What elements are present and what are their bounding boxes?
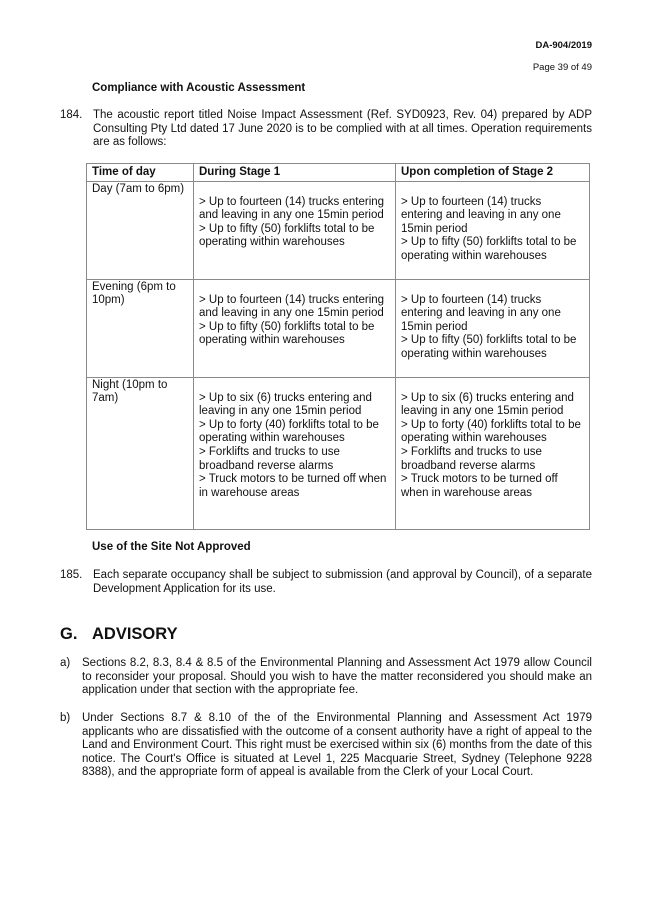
requirement-line: > Up to fourteen (14) trucks entering and leaving in any one 15min period [401,293,561,333]
advisory-label: a) [60,657,71,669]
requirement-line: > Up to six (6) trucks entering and leaving in any one 15min period [199,391,372,418]
requirement-line: > Up to six (6) trucks entering and leaving in any one 15min period [401,391,574,418]
time-of-day-cell: Evening (6pm to 10pm) [87,279,194,377]
column-header: During Stage 1 [194,164,396,182]
requirement-line: > Truck motors to be turned off when in warehouse areas [401,473,558,499]
advisory-label: b) [60,712,71,724]
time-of-day-cell: Day (7am to 6pm) [87,181,194,279]
stage-1-cell [194,181,396,279]
requirement-line: > Up to forty (40) forklifts total to be operating within warehouses [199,418,379,445]
requirement-line: > Up to fourteen (14) trucks entering and leaving in any one 15min period [199,195,385,222]
section-letter: G. [60,625,78,643]
requirement-line: > Forklifts and trucks to use broadband reverse alarms [199,445,340,472]
condition-number: 184. [60,109,83,121]
column-header: Upon completion of Stage 2 [396,164,590,182]
condition-184 [60,109,592,150]
document-reference: DA-904/2019 [535,40,592,51]
requirement-line: > Up to fifty (50) forklifts total to be operating within warehouses [401,334,577,360]
acoustic-heading: Compliance with Acoustic Assessment [92,82,306,94]
advisory-text: Under Sections 8.7 & 8.10 of the of the Environmental Planning and Assessment Act 1979 applicants who are dissatisfied with the outcome of a consent authority have a right of appeal to the Land and Environment Court. This right must be exercised within six (6) months from the date of this notice. The Court's Office is situated at Level 1, 225 Macquarie Street, Sydney (Telephone 9228 8388), and the appropriate form of appeal is available from the Clerk of your Local Court. [82,712,592,779]
stage-1-cell [194,377,396,529]
table-header-row [87,164,590,182]
table-row [87,377,590,529]
condition-text: Each separate occupancy shall be subject to submission (and approval by Council), of a separate Development Application for its use. [93,569,592,595]
advisory-item-b [60,712,592,780]
stage-2-cell [396,279,590,377]
section-heading-advisory [60,624,178,644]
advisory-text: Sections 8.2, 8.3, 8.4 & 8.5 of the Environmental Planning and Assessment Act 1979 allow Council to reconsider your proposal. Should you wish to have the matter reconsidered you should make an application under that section with the appropriate fee. [82,657,592,697]
page-number: Page 39 of 49 [532,62,592,73]
condition-text: The acoustic report titled Noise Impact Assessment (Ref. SYD0923, Rev. 04) prepared by ADP Consulting Pty Ltd dated 17 June 2020 is to be complied with at all times. Operation requirements are as follows: [93,109,592,149]
requirement-line: > Up to fourteen (14) trucks entering and leaving in any one 15min period [199,293,385,320]
section-title: ADVISORY [92,625,178,643]
table-row [87,181,590,279]
column-header: Time of day [87,164,194,182]
stage-1-cell [194,279,396,377]
requirement-line: > Up to fifty (50) forklifts total to be operating within warehouses [199,320,375,347]
table-row [87,279,590,377]
requirement-line: > Up to fifty (50) forklifts total to be operating within warehouses [199,222,375,249]
requirement-line: > Up to fifty (50) forklifts total to be operating within warehouses [401,236,577,262]
operation-requirements-table [86,163,590,530]
time-of-day-cell: Night (10pm to 7am) [87,377,194,529]
stage-2-cell [396,377,590,529]
requirement-line: > Up to fourteen (14) trucks entering and leaving in any one 15min period [401,195,561,235]
requirement-line: > Up to forty (40) forklifts total to be operating within warehouses [401,418,581,445]
condition-number: 185. [60,569,83,581]
requirement-line: > Forklifts and trucks to use broadband reverse alarms [401,445,542,472]
use-of-site-heading: Use of the Site Not Approved [92,541,251,553]
stage-2-cell [396,181,590,279]
requirement-line: > Truck motors to be turned off when in warehouse areas [199,473,387,499]
condition-185 [60,569,592,596]
advisory-item-a [60,657,592,698]
